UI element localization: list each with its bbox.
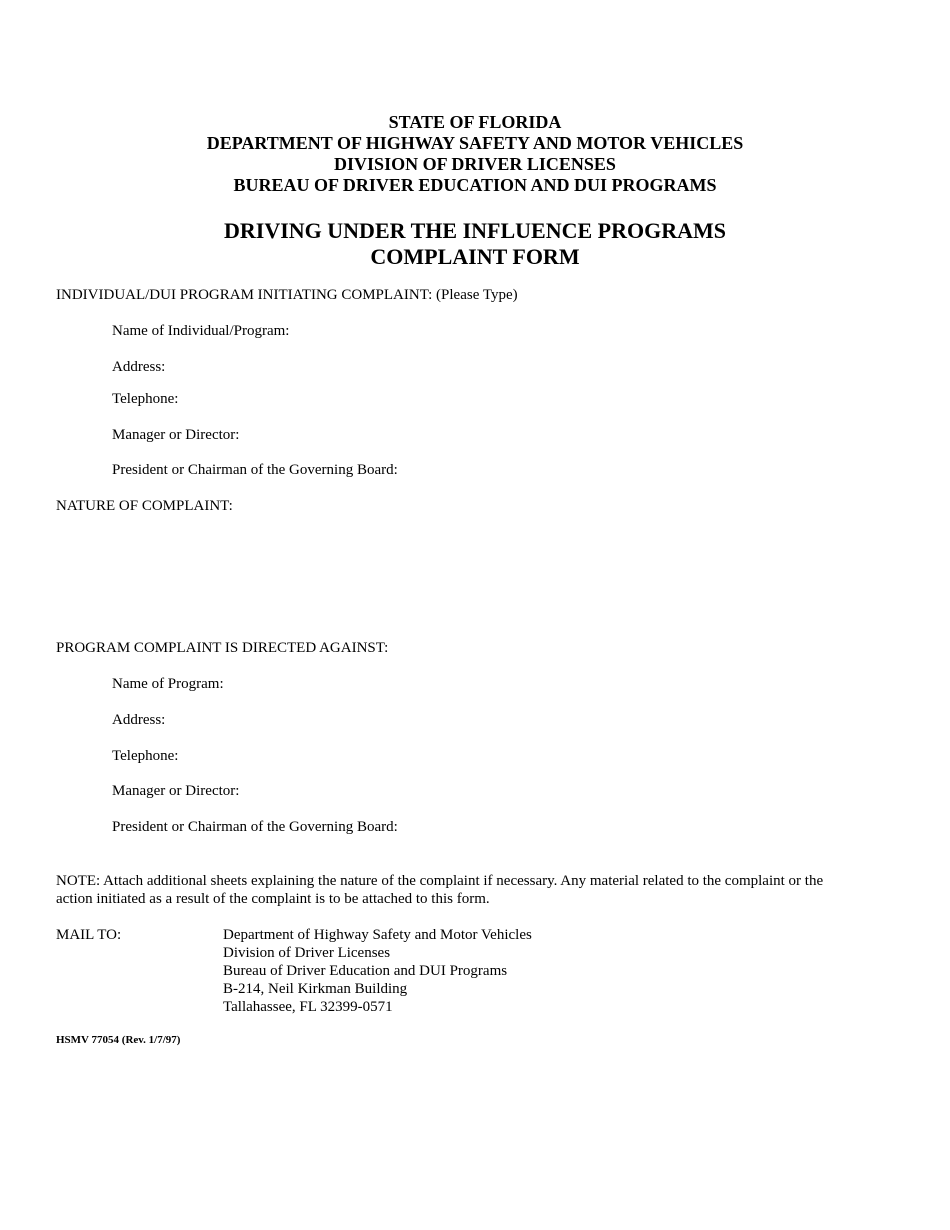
initiating-manager-label: Manager or Director: [112,427,240,443]
against-president-label: President or Chairman of the Governing Board: [112,819,398,835]
against-address-label: Address: [112,712,166,728]
initiating-section-heading: INDIVIDUAL/DUI PROGRAM INITIATING COMPLAINT: (Please Type) [56,287,518,303]
mail-line-bureau: Bureau of Driver Education and DUI Programs [223,963,508,979]
mail-line-building: B-214, Neil Kirkman Building [223,981,408,997]
against-section-heading: PROGRAM COMPLAINT IS DIRECTED AGAINST: [56,640,389,656]
initiating-president-label: President or Chairman of the Governing Board: [112,462,398,478]
initiating-telephone-label: Telephone: [112,391,179,407]
initiating-address-label: Address: [112,359,166,375]
mailing-address [223,926,532,1016]
title-line-programs: DRIVING UNDER THE INFLUENCE PROGRAMS [224,218,726,243]
mail-line-division: Division of Driver Licenses [223,945,391,961]
header-line-department: DEPARTMENT OF HIGHWAY SAFETY AND MOTOR VEHICLES [206,133,744,153]
form-number: HSMV 77054 (Rev. 1/7/97) [56,1034,181,1046]
attachment-note: NOTE: Attach additional sheets explaining the nature of the complaint if necessary. Any material related to the complaint or the action initiated as a result of the complaint is to be attached to this form. [56,873,824,907]
form-title [0,218,950,270]
against-name-label: Name of Program: [112,676,224,692]
nature-section-heading: NATURE OF COMPLAINT: [56,498,233,514]
mail-line-city: Tallahassee, FL 32399-0571 [223,999,393,1015]
header-line-bureau: BUREAU OF DRIVER EDUCATION AND DUI PROGRAMS [233,175,717,195]
title-line-complaint-form: COMPLAINT FORM [370,244,580,269]
initiating-name-label: Name of Individual/Program: [112,323,290,339]
against-manager-label: Manager or Director: [112,783,240,799]
against-telephone-label: Telephone: [112,748,179,764]
mail-line-department: Department of Highway Safety and Motor Vehicles [223,927,532,943]
header-line-state: STATE OF FLORIDA [388,112,562,132]
mail-to-label: MAIL TO: [56,927,122,943]
header-line-division: DIVISION OF DRIVER LICENSES [334,154,616,174]
agency-header [0,112,950,196]
